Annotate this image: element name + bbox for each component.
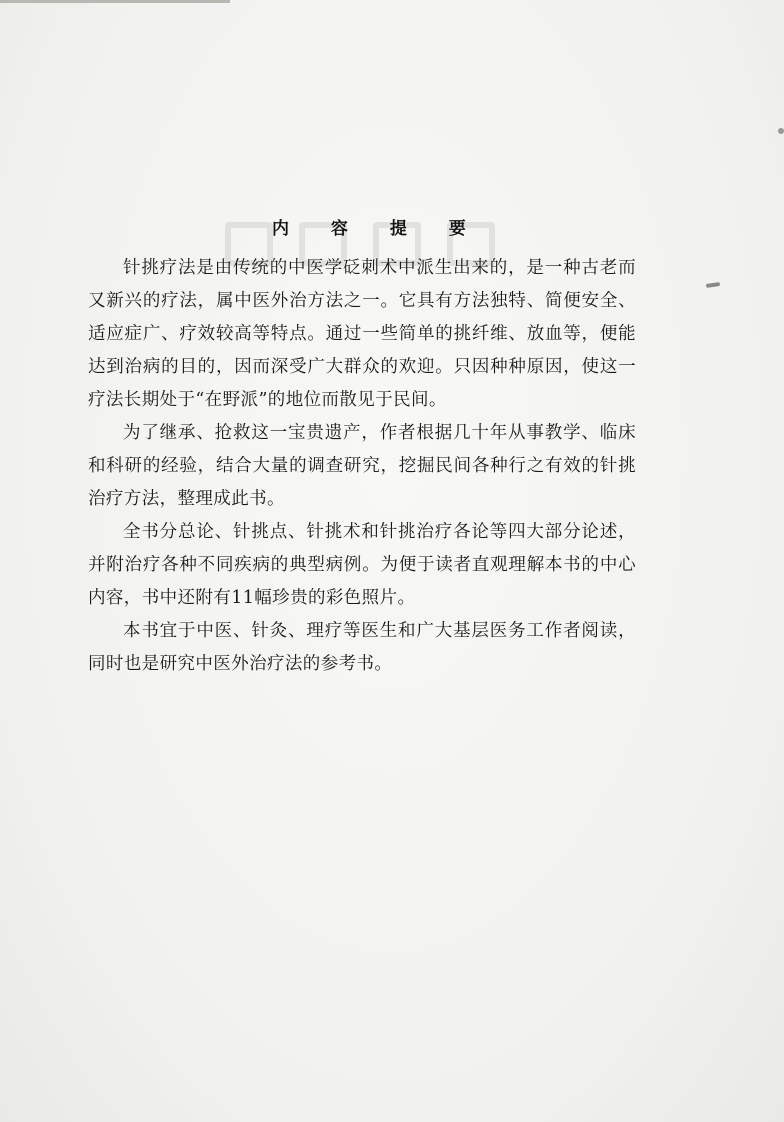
page-edge-shadow — [0, 0, 230, 3]
summary-paragraph: 为了继承、抢救这一宝贵遗产，作者根据几十年从事教学、临床和科研的经验，结合大量的调查研究，挖掘民间各种行之有效的针挑治疗方法，整理成此书。 — [88, 423, 636, 509]
paper-mark — [706, 282, 720, 288]
summary-body — [88, 252, 636, 681]
paper-mark — [778, 128, 784, 134]
section-title: 内 容 提 要 — [272, 219, 484, 239]
summary-paragraph: 全书分总论、针挑点、针挑术和针挑治疗各论等四大部分论述，并附治疗各种不同疾病的典型病例。为便于读者直观理解本书的中心内容，书中还附有11幅珍贵的彩色照片。 — [88, 522, 636, 608]
summary-paragraph: 针挑疗法是由传统的中医学砭刺术中派生出来的，是一种古老而又新兴的疗法，属中医外治方法之一。它具有方法独特、简便安全、适应症广、疗效较高等特点。通过一些简单的挑纤维、放血等，便能达到治病的目的，因而深受广大群众的欢迎。只因种种原因，使这一疗法长期处于“在野派”的地位而散见于民间。 — [88, 258, 636, 410]
summary-paragraph: 本书宜于中医、针灸、理疗等医生和广大基层医务工作者阅读，同时也是研究中医外治疗法的参考书。 — [88, 621, 636, 674]
